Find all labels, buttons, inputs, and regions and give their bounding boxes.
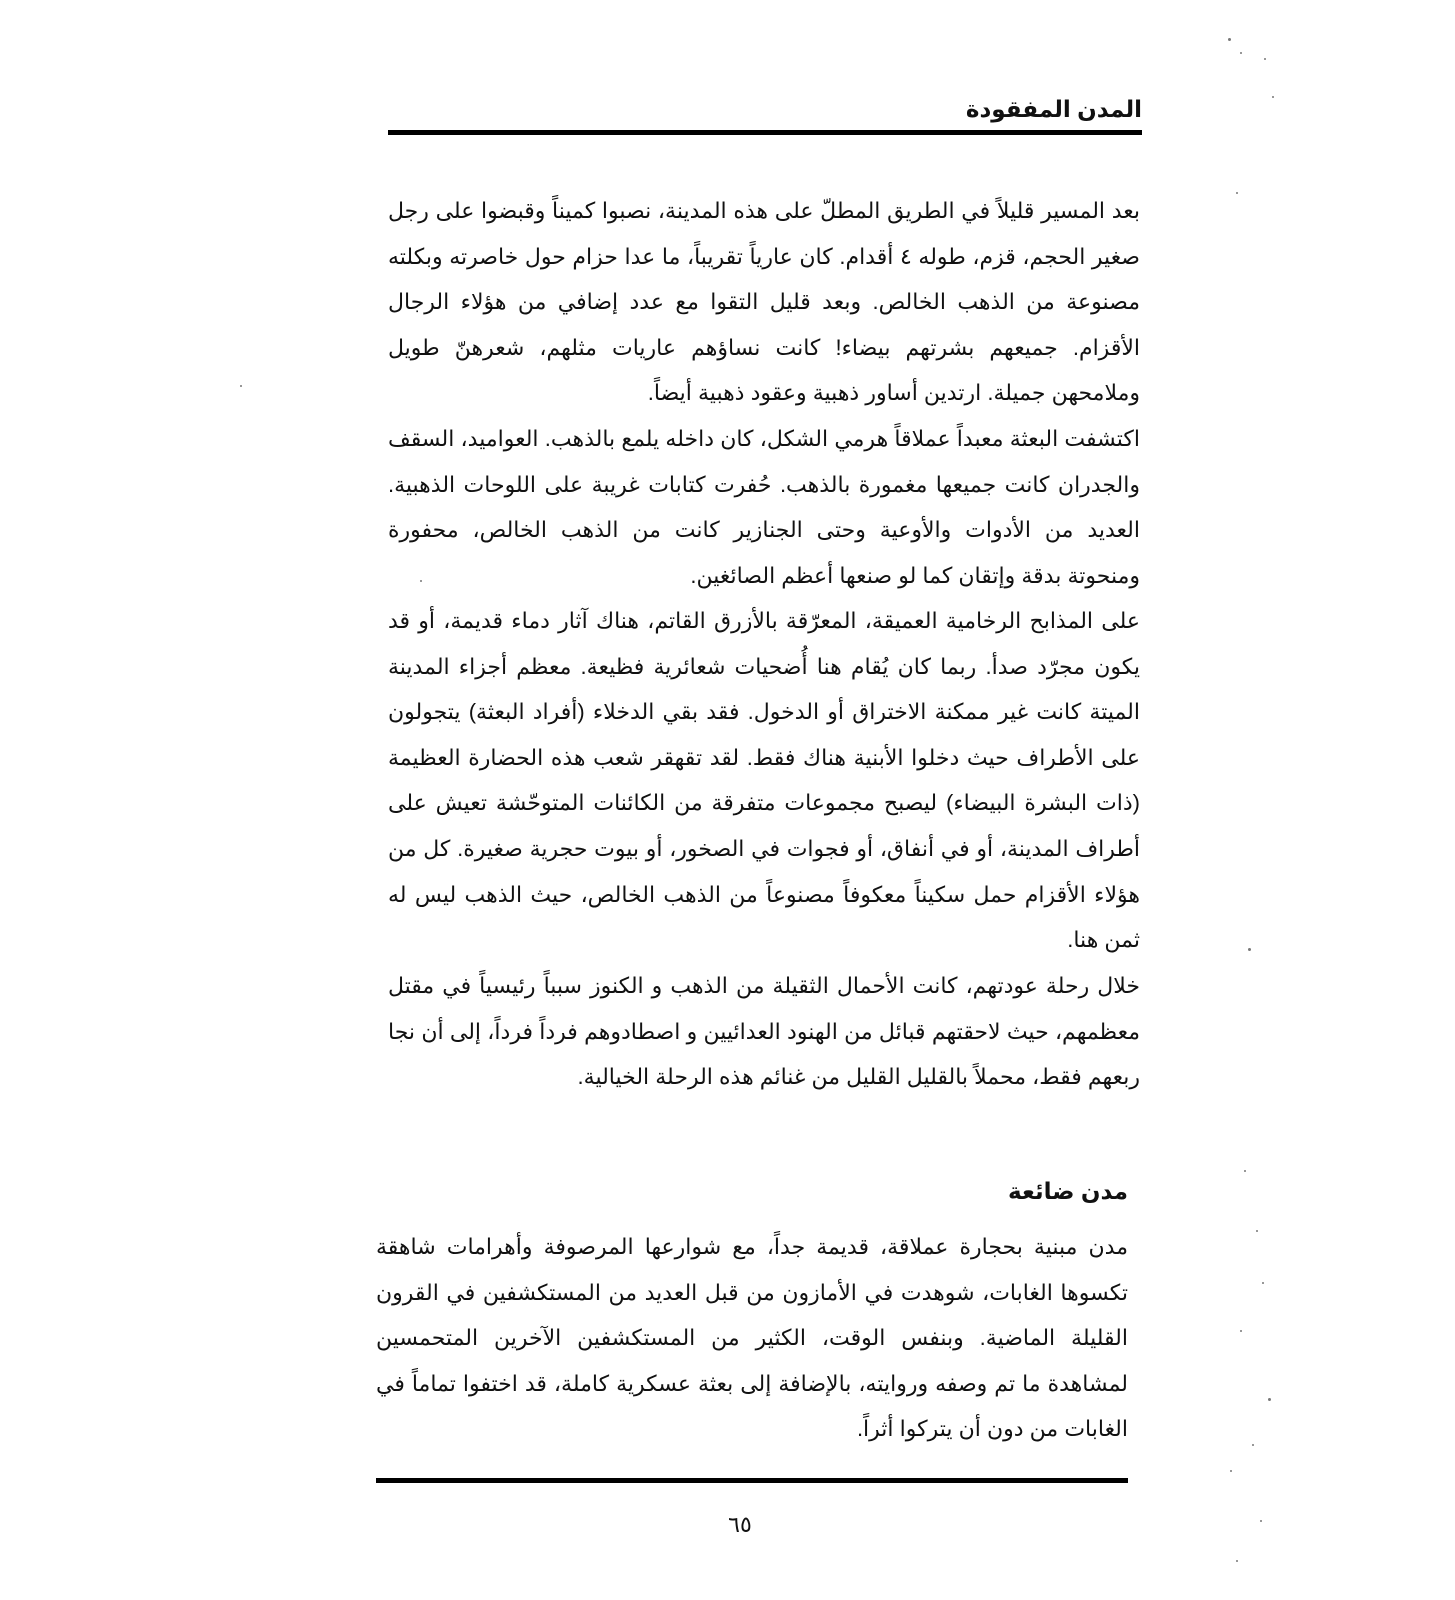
scan-speck [1248, 948, 1251, 951]
scan-speck [1260, 1520, 1262, 1522]
scan-speck [1236, 1560, 1238, 1562]
page-number: ٦٥ [728, 1512, 752, 1537]
scan-speck [1256, 1230, 1258, 1232]
footer-rule [376, 1478, 1128, 1483]
scan-speck [1264, 58, 1266, 60]
scan-speck [1244, 1170, 1246, 1172]
paragraph-3: على المذابح الرخامية العميقة، المعرّقة بالأزرق القاتم، هناك آثار دماء قديمة، أو قد يكون مجرّد صدأ. ربما كان يُقام هنا أُضحيات شعائرية فظيعة. معظم أجزاء المدينة الميتة كانت غير ممكنة الاختراق أو الدخول. فقد بقي الدخلاء (أفراد البعثة) يتجولون على الأطراف حيث دخلوا الأبنية هناك فقط. لقد تقهقر شعب هذه الحضارة العظيمة (ذات البشرة البيضاء) ليصبح مجموعات متفرقة من الكائنات المتوحّشة تعيش على أطراف المدينة، أو في أنفاق، أو فجوات في الصخور، أو بيوت حجرية صغيرة. كل من هؤلاء الأقزام حمل سكيناً معكوفاً مصنوعاً من الذهب الخالص، حيث الذهب ليس له ثمن هنا. [388, 608, 1140, 953]
scan-speck [1272, 96, 1274, 98]
paragraph-4: خلال رحلة عودتهم، كانت الأحمال الثقيلة من الذهب و الكنوز سبباً رئيسياً في مقتل معظمهم، حيث لاحقتهم قبائل من الهنود العدائيين و اصطادوهم فرداً فرداً، إلى أن نجا ربعهم فقط، محملاً بالقليل القليل من غنائم هذه الرحلة الخيالية. [388, 973, 1140, 1090]
section-heading: مدن ضائعة [1008, 1178, 1128, 1204]
scan-speck [240, 385, 242, 387]
running-header-title: المدن المفقودة [965, 96, 1142, 122]
scan-speck [1236, 192, 1238, 194]
scan-speck [1230, 1470, 1232, 1472]
scan-speck [420, 580, 422, 582]
scan-speck [1262, 1282, 1264, 1284]
header-rule [388, 130, 1142, 135]
scan-speck [1252, 1444, 1254, 1446]
scan-speck [1228, 38, 1231, 41]
paragraph-1: بعد المسير قليلاً في الطريق المطلّ على هذه المدينة، نصبوا كميناً وقبضوا على رجل صغير الحجم، قزم، طوله ٤ أقدام. كان عارياً تقريباً، ما عدا حزام حول خاصرته وبكلته مصنوعة من الذهب الخالص. وبعد قليل التقوا مع عدد إضافي من هؤلاء الرجال الأقزام. جميعهم بشرتهم بيضاء! كانت نساؤهم عاريات مثلهم، شعرهنّ طويل وملامحهن جميلة. ارتدين أساور ذهبية وعقود ذهبية أيضاً. [388, 198, 1140, 406]
section-paragraph: مدن مبنية بحجارة عملاقة، قديمة جداً، مع شوارعها المرصوفة وأهرامات شاهقة تكسوها الغابات، شوهدت في الأمازون من قبل العديد من المستكشفين في القرون القليلة الماضية. وبنفس الوقت، الكثير من المستكشفين الآخرين المتحمسين لمشاهدة ما تم وصفه وروايته، بالإضافة إلى بعثة عسكرية كاملة، قد اختفوا تماماً في الغابات من دون أن يتركوا أثراً. [376, 1234, 1129, 1442]
scan-speck [1268, 1398, 1271, 1401]
scan-speck [1240, 1330, 1242, 1332]
paragraph-2: اكتشفت البعثة معبداً عملاقاً هرمي الشكل، كان داخله يلمع بالذهب. العواميد، السقف والجدران كانت جميعها مغمورة بالذهب. حُفرت كتابات غريبة على اللوحات الذهبية. العديد من الأدوات والأوعية وحتى الجنازير كانت من الذهب الخالص، محفورة ومنحوتة بدقة وإتقان كما لو صنعها أعظم الصائغين. [388, 426, 1140, 588]
scan-speck [1240, 52, 1242, 54]
